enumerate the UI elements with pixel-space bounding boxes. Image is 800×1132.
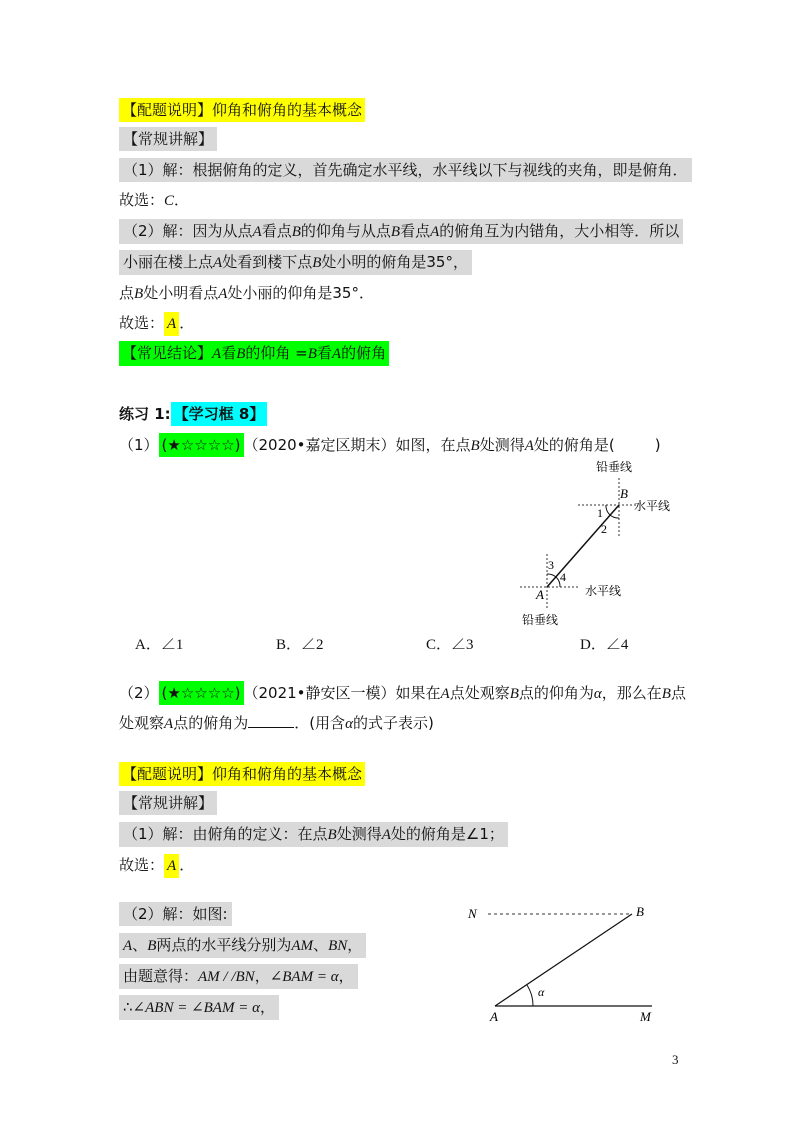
equals-sign: = <box>295 344 308 362</box>
section1-q1-text: （1）解：根据俯角的定义，首先确定水平线，水平线以下与视线的夹角，即是俯角． <box>119 158 692 182</box>
option-c[interactable] <box>426 634 474 656</box>
section2-tag: 【配题说明】仰角和俯角的基本概念 <box>119 762 365 786</box>
exercise-heading <box>119 402 267 426</box>
text-segment: 处测得 <box>336 825 382 843</box>
exercise-q2-line2 <box>119 711 434 735</box>
point-label: B <box>390 224 401 240</box>
text-segment: ， <box>347 936 363 954</box>
angle-2-label: 2 <box>601 522 607 536</box>
line-label: AM <box>291 938 314 954</box>
option-label: A． <box>135 637 161 653</box>
section1-explain-tag: 【常规讲解】 <box>119 127 217 151</box>
point-label: B <box>509 686 519 702</box>
point-label: A <box>123 938 133 954</box>
figure-1 <box>500 456 690 628</box>
text-segment: 、 <box>132 936 148 954</box>
section2-q1-line <box>119 822 508 846</box>
text-segment: 处看到楼下点 <box>222 253 313 271</box>
text-segment: ， <box>338 967 354 985</box>
angle-3-label: 3 <box>548 558 554 572</box>
page-number: 3 <box>672 1052 679 1067</box>
conclusion-tag: 【常见结论】 <box>122 344 213 362</box>
text-segment: 的式子表示) <box>352 714 434 732</box>
exercise-q2-line1 <box>119 681 686 705</box>
question-number: （2） <box>119 684 159 702</box>
point-b-label: B <box>620 486 628 501</box>
section1-tag: 【配题说明】仰角和俯角的基本概念 <box>119 98 365 122</box>
text-segment: 处的俯角是( <box>533 436 615 454</box>
text-segment: 看 <box>316 344 332 362</box>
section1-q1-answer-line <box>119 188 189 212</box>
option-label: B． <box>276 637 302 653</box>
alpha-arc <box>527 985 533 1006</box>
section1-q2-text2 <box>119 250 472 275</box>
point-label: B <box>147 938 157 954</box>
line-ab <box>495 914 632 1006</box>
text-segment: （2）解：因为从点 <box>123 222 253 240</box>
text-segment: 处的俯角是∠1； <box>390 825 504 843</box>
point-label: A <box>164 716 174 732</box>
section1-tag-line <box>119 98 365 122</box>
text-segment: 的仰角与从点 <box>300 222 391 240</box>
math-expression: AM / /BN <box>198 969 255 985</box>
answer-value: A <box>164 312 179 336</box>
point-label: A <box>440 686 450 702</box>
section1-q2-text <box>119 219 683 244</box>
text-segment: 点 <box>119 284 135 302</box>
section1-conclusion-line <box>119 341 389 365</box>
answer-suffix: ． <box>174 191 190 209</box>
point-label: B <box>661 686 671 702</box>
option-value: ∠4 <box>605 637 629 653</box>
exercise-box: 【学习框 8】 <box>171 402 268 426</box>
option-value: ∠3 <box>451 637 474 653</box>
text-segment: 看点 <box>261 222 292 240</box>
text-segment: 处测得 <box>479 436 525 454</box>
point-label: B <box>470 438 480 454</box>
difficulty-stars: (★☆☆☆☆) <box>159 681 244 705</box>
section2-q2-text1 <box>119 933 366 958</box>
section2-q2-text2 <box>119 964 358 989</box>
text-segment: 点的俯角为 <box>173 714 249 732</box>
fill-in-blank[interactable] <box>248 713 294 728</box>
alpha-symbol: α <box>593 686 602 702</box>
point-label: B <box>236 346 246 362</box>
text-segment: 看点 <box>400 222 431 240</box>
text-segment: 处观察 <box>119 714 165 732</box>
math-expression: ∠BAM = α <box>269 969 339 985</box>
conclusion-box <box>119 341 389 366</box>
horizontal-label-bottom: 水平线 <box>585 584 622 598</box>
option-value: ∠2 <box>301 637 324 653</box>
math-expression: ∠ABN = ∠BAM = α <box>132 1000 260 1016</box>
section2-q2-line2 <box>119 964 358 988</box>
point-label: A <box>331 346 342 362</box>
angle-1-label: 1 <box>597 506 603 520</box>
question-source: （2020•嘉定区期末）如图，在点 <box>243 436 471 454</box>
point-label: B <box>327 827 337 843</box>
point-label: A <box>252 224 262 240</box>
section1-q2-line1 <box>119 219 683 243</box>
answer-value: A <box>164 854 179 878</box>
option-label: C． <box>426 637 452 653</box>
plumb-label-bottom: 铅垂线 <box>522 613 559 627</box>
section2-q1-answer-line <box>119 853 194 877</box>
horizontal-label-top: 水平线 <box>634 499 671 513</box>
section1-explain-line <box>119 127 217 151</box>
answer-suffix: ． <box>179 856 195 874</box>
answer-prefix: 故选： <box>119 314 165 332</box>
point-label: B <box>291 224 301 240</box>
point-label: B <box>134 286 144 302</box>
point-a-label: A <box>536 587 544 602</box>
text-segment: 的俯角 <box>341 344 387 362</box>
section2-q1-text <box>119 822 508 847</box>
text-segment: 点 <box>670 684 686 702</box>
section2-q2-intro: （2）解：如图: <box>119 902 232 926</box>
answer-suffix: ． <box>179 314 195 332</box>
text-segment: （1）解：由俯角的定义：在点 <box>123 825 328 843</box>
text-segment: 处小丽的仰角是35°． <box>227 284 374 302</box>
plumb-label-top: 铅垂线 <box>596 460 633 474</box>
text-segment: 的仰角 <box>245 344 296 362</box>
answer-value: C <box>164 193 175 209</box>
question-number: （1） <box>119 436 159 454</box>
text-segment: 看 <box>221 344 237 362</box>
therefore-symbol: ∴ <box>123 998 133 1016</box>
option-b[interactable] <box>276 634 324 656</box>
option-value: ∠1 <box>160 637 184 653</box>
point-label: B <box>307 346 317 362</box>
section2-q2-text3 <box>119 995 279 1020</box>
option-d[interactable] <box>580 634 628 656</box>
section2-tag-line <box>119 762 365 786</box>
question-source: （2021•静安区一模）如果在 <box>243 684 441 702</box>
angle-3-arc <box>547 574 556 577</box>
answer-prefix: 故选： <box>119 856 165 874</box>
text-segment: 点的仰角为 <box>518 684 594 702</box>
option-a[interactable] <box>135 634 183 656</box>
text-segment: 处小明看点 <box>143 284 219 302</box>
section2-explain-line <box>119 791 217 815</box>
section2-q2-line3 <box>119 995 279 1019</box>
exercise-q1-line <box>119 433 661 457</box>
point-a-label: A <box>490 1009 498 1024</box>
text-segment: 点处观察 <box>449 684 510 702</box>
text-segment: ， <box>259 998 275 1016</box>
text-segment: 的俯角互为内错角，大小相等．所以 <box>439 222 680 240</box>
point-m-label: M <box>640 1009 651 1024</box>
sight-line <box>547 505 619 587</box>
point-label: A <box>524 438 534 454</box>
section2-q2-intro-line <box>119 902 232 926</box>
section1-q2-answer-line <box>119 311 194 335</box>
point-label: A <box>213 255 223 271</box>
line-label: BN <box>328 938 348 954</box>
alpha-symbol: α <box>345 716 353 732</box>
point-label: B <box>312 255 322 271</box>
section1-q1-line <box>119 158 692 182</box>
angle-4-label: 4 <box>560 570 566 584</box>
section2-q2-line1 <box>119 933 366 957</box>
text-segment: 处小明的俯角是35°， <box>321 253 468 271</box>
exercise-label: 练习 1: <box>119 405 171 423</box>
section1-q2-line2 <box>119 250 472 274</box>
section2-explain-tag: 【常规讲解】 <box>119 791 217 815</box>
point-label: A <box>381 827 391 843</box>
answer-prefix: 故选： <box>119 191 165 209</box>
angle-2-arc <box>610 515 619 518</box>
text-segment: 两点的水平线分别为 <box>156 936 292 954</box>
figure-2 <box>460 900 670 1025</box>
text-segment: 小丽在楼上点 <box>123 253 214 271</box>
section1-q2-line3 <box>119 281 374 305</box>
text-segment: ， <box>254 967 270 985</box>
point-b-label: B <box>636 904 644 919</box>
point-label: A <box>212 346 222 362</box>
text-segment: ) <box>654 436 661 454</box>
text-segment: 、 <box>313 936 329 954</box>
alpha-label: α <box>538 985 545 999</box>
angle-1-arc <box>606 505 610 515</box>
point-label: A <box>430 224 440 240</box>
text-segment: 由题意得： <box>123 967 199 985</box>
text-segment: ．(用含 <box>294 714 346 732</box>
point-label: A <box>218 286 228 302</box>
point-n-label: N <box>468 906 477 921</box>
difficulty-stars: (★☆☆☆☆) <box>159 433 244 457</box>
option-label: D． <box>580 637 606 653</box>
text-segment: ，那么在 <box>601 684 662 702</box>
